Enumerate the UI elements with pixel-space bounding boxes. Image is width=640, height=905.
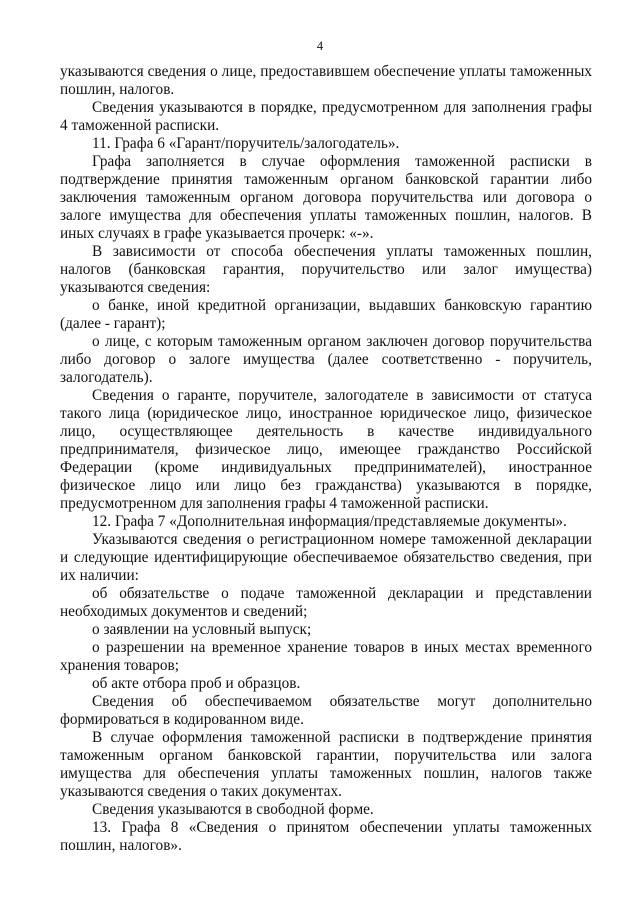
paragraph-11: об обязательстве о подаче таможенной декларации и представлении необходимых документов и сведений;	[60, 585, 592, 620]
section-heading-11: 11. Графа 6 «Гарант/поручитель/залогодатель».	[92, 135, 400, 152]
section-heading-12: 12. Графа 7 «Дополнительная информация/представляемые документы».	[92, 513, 567, 530]
paragraph-5: В зависимости от способа обеспечения уплаты таможенных пошлин, налогов (банковская гарантия, поручительство или залог имущества) указываются сведения:	[60, 243, 592, 296]
paragraph-13: о разрешении на временное хранение товаров в иных местах временного хранения товаров;	[60, 639, 592, 674]
paragraph-8: Сведения о гаранте, поручителе, залогодателе в зависимости от статуса такого лица (юридическое лицо, иностранное юридическое лицо, физическое лицо, осуществляющее деятельность в качестве индивидуального предпринимателя, физическое лицо, имеющее гражданство Российской Федерации (кроме индивидуальных предпринимателей), иностранное физическое лицо или лицо без гражданства) указываются в порядке, предусмотренном для заполнения графы 4 таможенной расписки.	[60, 387, 592, 512]
section-heading-13: 13. Графа 8 «Сведения о принятом обеспечении уплаты таможенных пошлин, налогов».	[60, 819, 592, 854]
paragraph-2: Сведения указываются в порядке, предусмотренном для заполнения графы 4 таможенной расписки.	[60, 99, 592, 134]
paragraph-14: об акте отбора проб и образцов.	[92, 675, 301, 692]
paragraph-4: Графа заполняется в случае оформления таможенной расписки в подтверждение принятия таможенным органом банковской гарантии либо заключения таможенным органом договора поручительства или договора о залоге имущества для обеспечения уплаты таможенных пошлин, налогов. В иных случаях в графе указывается прочерк: «-».	[60, 153, 592, 242]
paragraph-1: указываются сведения о лице, предоставившем обеспечение уплаты таможенных пошлин, налогов.	[60, 63, 592, 98]
document-body	[60, 63, 592, 855]
paragraph-6: о банке, иной кредитной организации, выдавших банковскую гарантию (далее - гарант);	[60, 297, 592, 332]
paragraph-12: о заявлении на условный выпуск;	[92, 621, 312, 638]
paragraph-7: о лице, с которым таможенным органом заключен договор поручительства либо договор о залоге имущества (далее соответственно - поручитель, залогодатель).	[60, 333, 592, 386]
paragraph-15: Сведения об обеспечиваемом обязательстве могут дополнительно формироваться в кодированном виде.	[60, 693, 592, 728]
paragraph-16: В случае оформления таможенной расписки в подтверждение принятия таможенным органом банковской гарантии, поручительства или залога имущества для обеспечения уплаты таможенных пошлин, налогов также указываются сведения о таких документах.	[60, 729, 592, 800]
page-number: 4	[316, 39, 324, 53]
paragraph-17: Сведения указываются в свободной форме.	[92, 801, 374, 818]
paragraph-10: Указываются сведения о регистрационном номере таможенной декларации и следующие идентифицирующие обеспечиваемое обязательство сведения, при их наличии:	[60, 531, 592, 584]
